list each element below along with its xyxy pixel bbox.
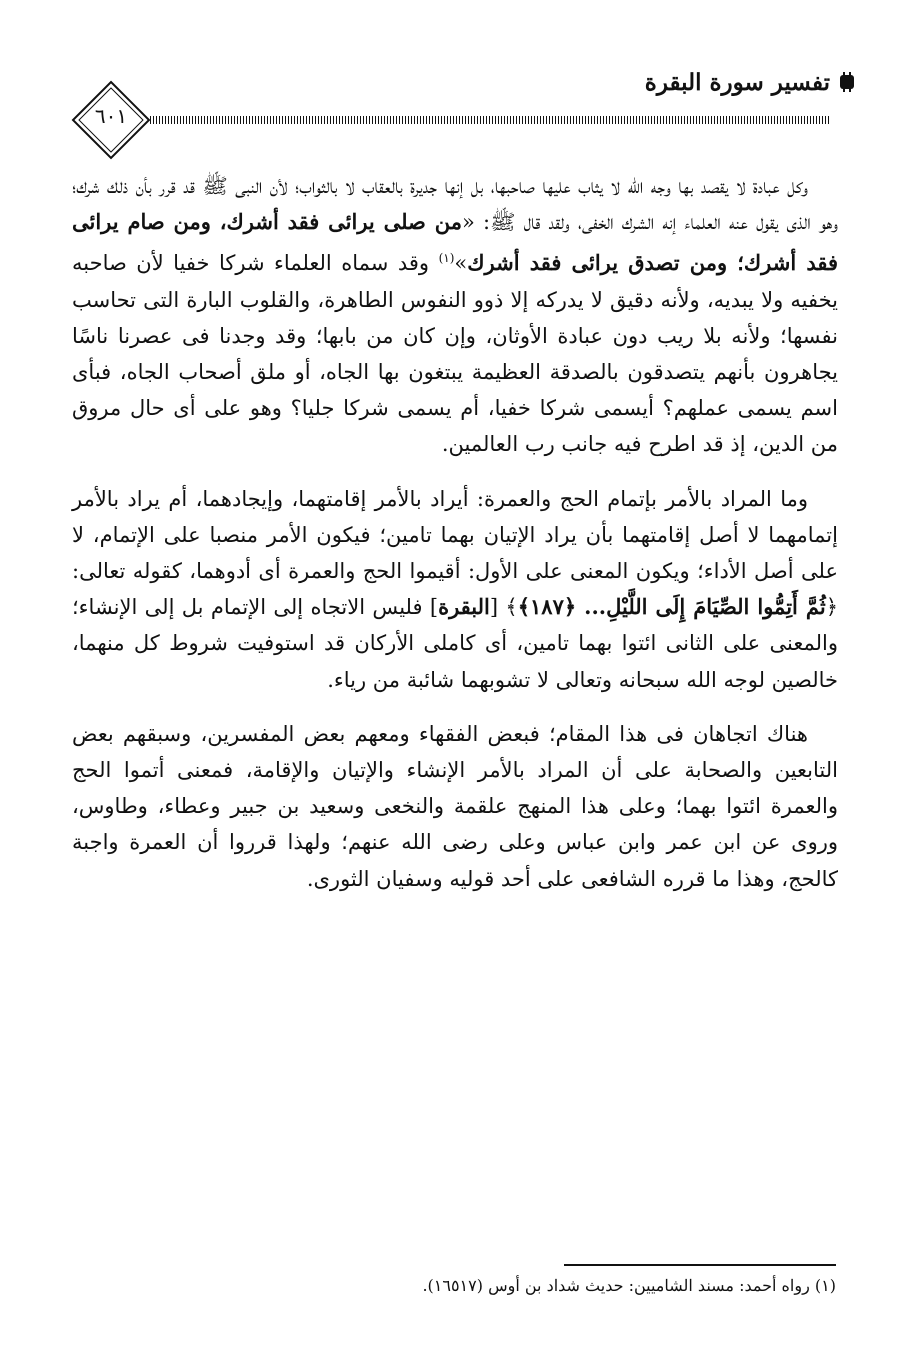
text-run: وما المراد بالأمر بإتمام الحج والعمرة: أيراد بالأمر إقامتهما، وإيجادهما، أم يراد بالأمر إتمامهما لا أصل إقامتهما بأن يراد الإتيان بهما تامين؛ فيكون الأمر منصبا على الإتمام، لا على أصل الأداء؛ ويكون المعنى على الأول: أقيموا الحج والعمرة أى أدوهما، كقوله تعالى: ﴿ [72,486,838,620]
page-number: ٦٠١ [94,104,128,128]
text-run: وكل عبادة لا يقصد بها وجه الله لا يثاب عليها صاحبها، بل إنها جديرة بالعقاب لا بالثواب؛ لأن النبى ﷺ قد قرر بأن ذلك شرك؛ وهو الذى يقول عنه العلماء إنه الشرك الخفى، ولقد قال ﷺ: « [72,174,839,235]
footnote: (١) رواه أحمد: مسند الشاميين: حديث شداد بن أوس (١٦٥١٧). [422,1276,836,1295]
footnote-ref[interactable]: (١) [438,251,455,266]
body-text [72,168,838,915]
running-header [645,64,856,100]
header-rule [150,116,830,124]
text-run: » [454,251,468,276]
quran-verse: ثُمَّ أَتِمُّوا الصِّيَامَ إِلَى اللَّيْلِ... ﴿١٨٧﴾ [517,594,826,620]
paragraph [72,168,838,463]
text-run: وقد سماه العلماء شركا خفيا لأن صاحبه يخفيه ولا يبديه، ولأنه دقيق لا يدركه إلا ذوو النفوس الطاهرة، والقلوب البارة التى تحاسب نفسها؛ ولأنه بلا ريب دون عبادة الأوثان، وإن كان من بابها؛ وقد وجدنا فى عصرنا ناسًا يجاهرون بأنهم يتصدقون بالصدقة العظيمة يبتغون بها الجاه، أو ملق أصحاب الجاه، فبأى اسم يسمى عملهم؟ أيسمى شركا خفيا، أم يسمى شركا جليا؟ وهو على أى حال مروق من الدين، إذ قد اطرح فيه جانب رب العالمين. [72,251,838,457]
ornament-icon [838,72,856,92]
chapter-title: تفسير سورة البقرة [644,68,830,96]
text-run: ﴾ [ [489,595,518,620]
surah-name: البقرة [438,594,490,620]
paragraph [72,481,838,698]
text-run: هناك اتجاهان فى هذا المقام؛ فبعض الفقهاء ومعهم بعض المفسرين، وسبقهم بعض التابعين والصحابة على أن المراد بالأمر الإنشاء والإتيان والإقامة، فمعنى أتموا الحج والعمرة ائتوا بهما؛ وعلى هذا المنهج علقمة والنخعى وسعيد بن جبير وعطاء، وطاوس، وروى عن ابن عمر وابن عباس وعلى رضى الله عنهم؛ ولهذا قرروا أن العمرة واجبة كالحج، وهذا ما قرره الشافعى على أحد قوليه وسفيان الثورى. [72,721,838,891]
paragraph [72,716,838,897]
footnote-divider [564,1264,836,1266]
hadith-quote: من صلى يرائى فقد أشرك، ومن صام يرائى فقد أشرك؛ ومن تصدق يرائى فقد أشرك [72,209,838,276]
text-run: ] فليس الاتجاه إلى الإتمام بل إلى الإنشاء؛ والمعنى على الثانى ائتوا بهما تامين، أى كاملى الأركان قد استوفيت شروط كل منهما، خالصين لوجه الله سبحانه وتعالى لا تشوبهما شائبة من رياء. [72,595,838,692]
